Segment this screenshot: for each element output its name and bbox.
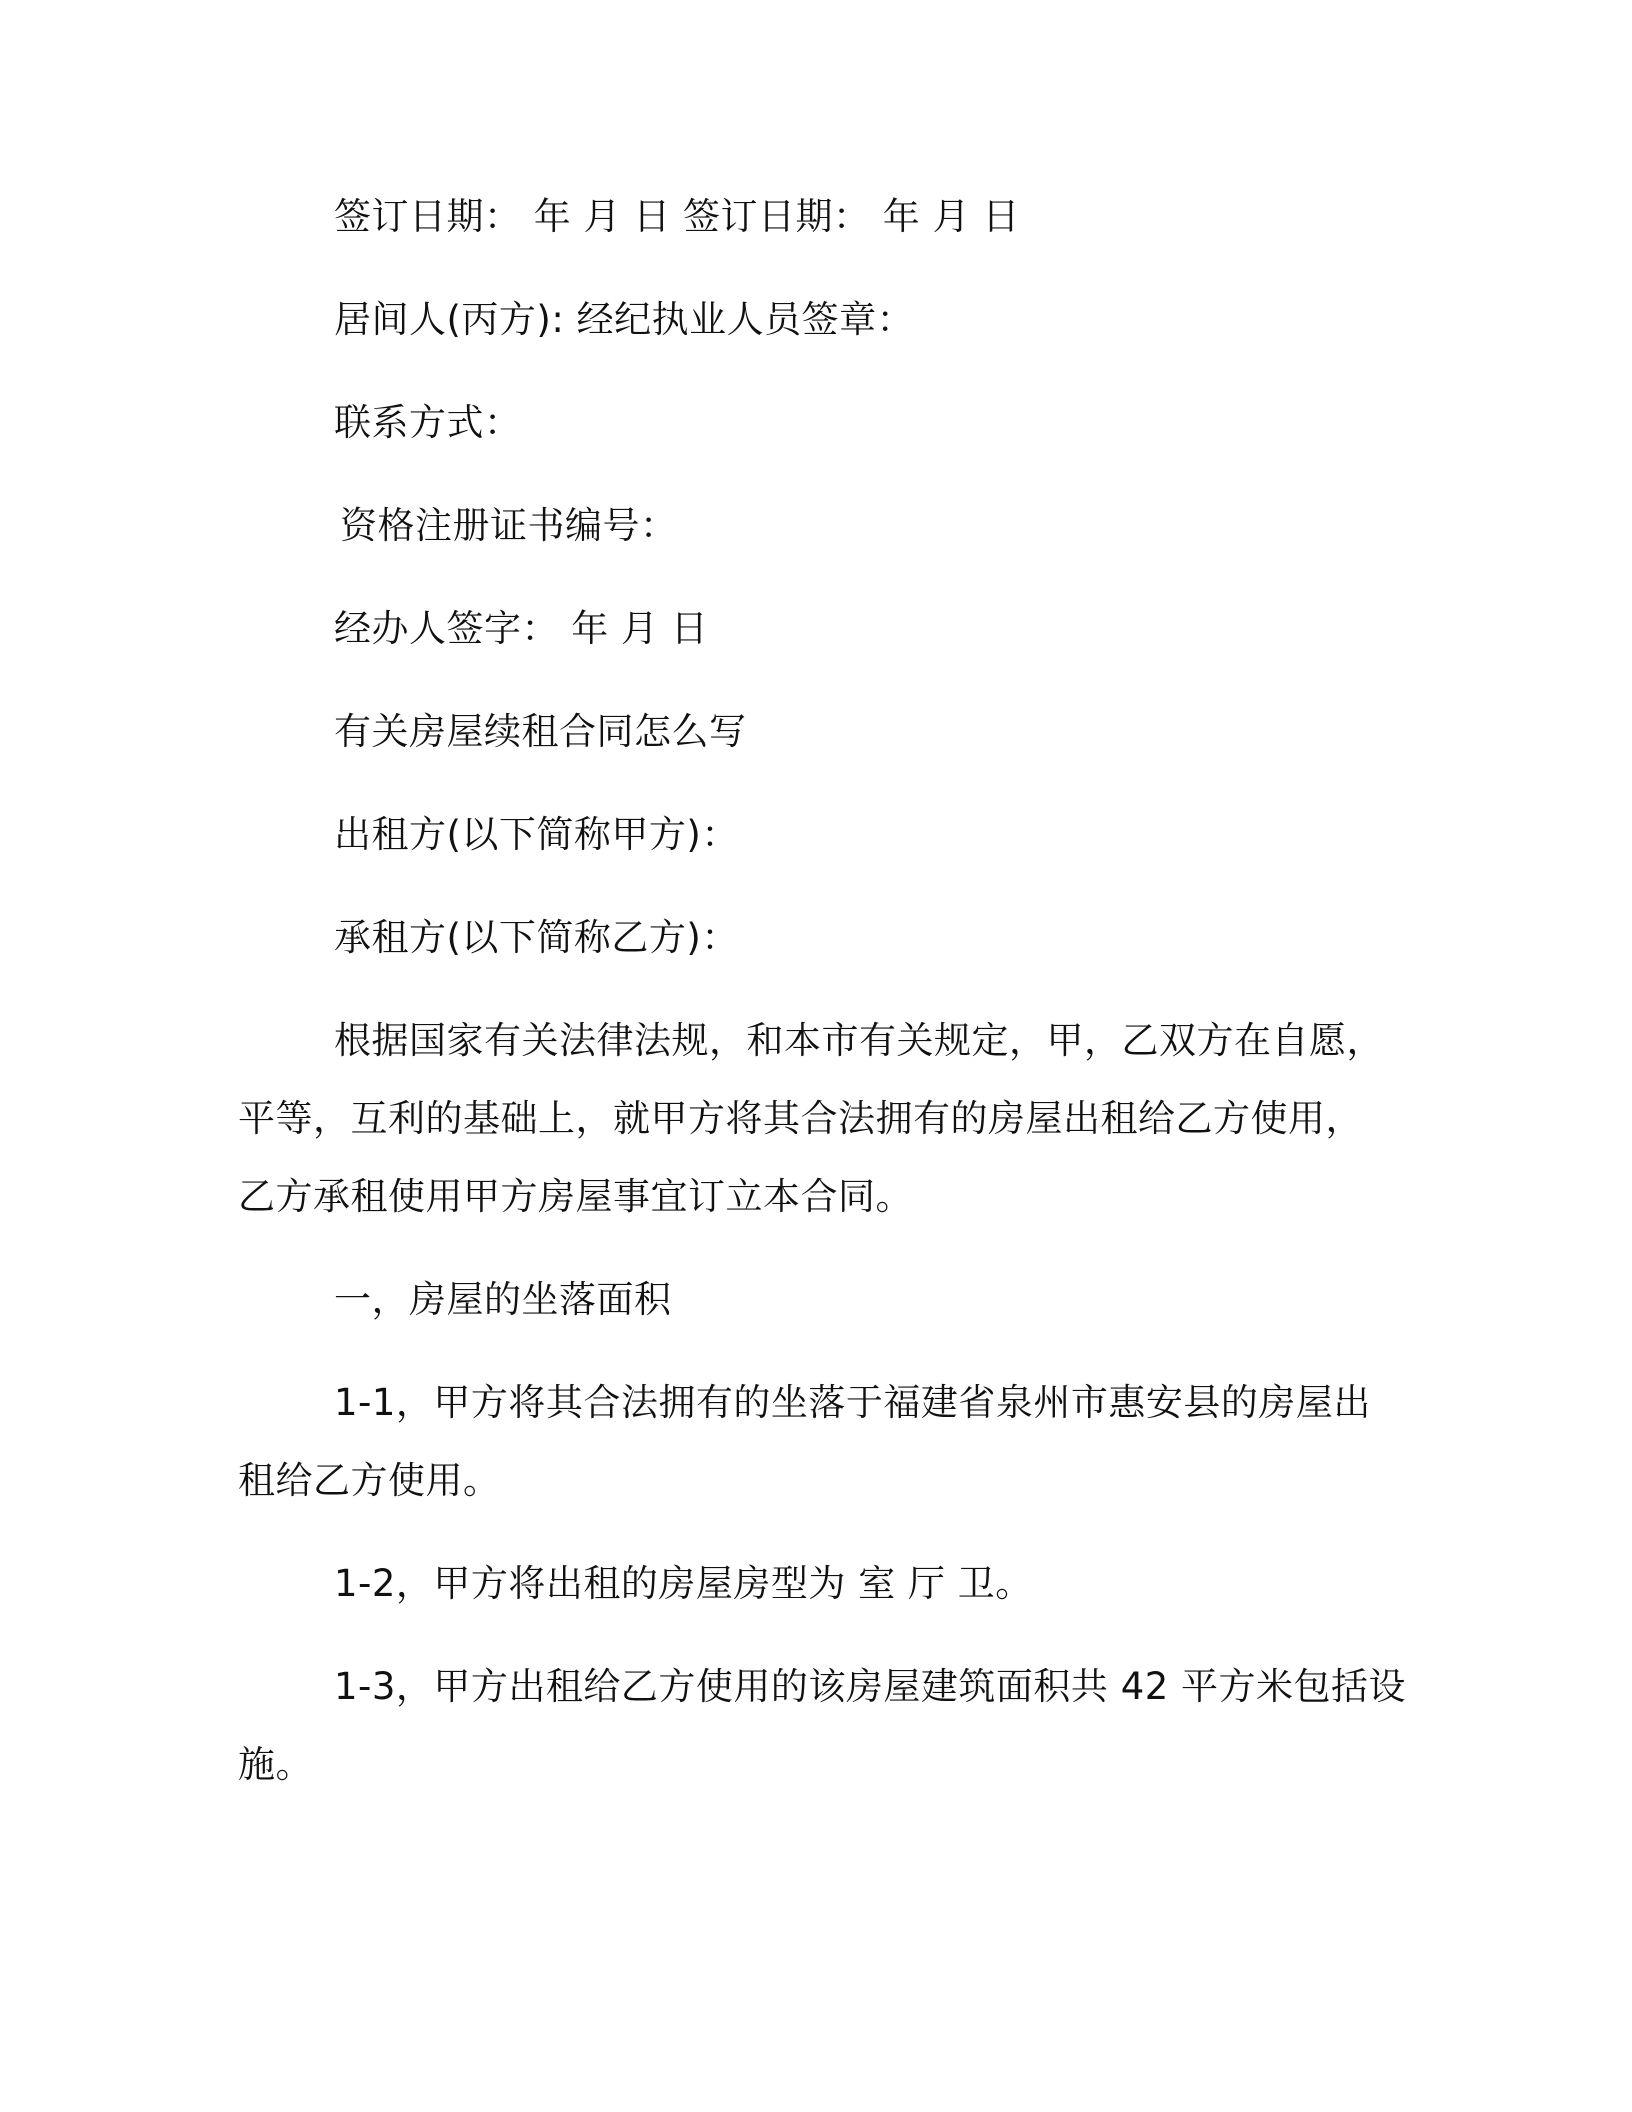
preamble-line-3: 乙方承租使用甲方房屋事宜订立本合同。 [238, 1175, 913, 1218]
section-heading: 有关房屋续租合同怎么写 [334, 710, 747, 753]
clause-1-2: 1-2，甲方将出租的房屋房型为 室 厅 卫。 [334, 1562, 1033, 1605]
handler-signature-line: 经办人签字： 年 月 日 [334, 607, 709, 650]
clause-1-3-line-1: 1-3，甲方出租给乙方使用的该房屋建筑面积共 42 平方米包括设 [334, 1665, 1407, 1708]
lessor-line: 出租方(以下简称甲方)： [334, 813, 739, 856]
preamble-line-1: 根据国家有关法律法规，和本市有关规定，甲，乙双方在自愿， [334, 1019, 1384, 1062]
signing-date-line: 签订日期： 年 月 日 签订日期： 年 月 日 [334, 195, 1020, 238]
clause-1-1-line-2: 租给乙方使用。 [238, 1459, 501, 1502]
clause-1-3-line-2: 施。 [238, 1743, 313, 1786]
certificate-number-line: 资格注册证书编号： [340, 504, 678, 547]
preamble-line-2: 平等，互利的基础上，就甲方将其合法拥有的房屋出租给乙方使用， [238, 1097, 1363, 1140]
lessee-line: 承租方(以下简称乙方)： [334, 916, 739, 959]
clause-1-1-line-1: 1-1，甲方将其合法拥有的坐落于福建省泉州市惠安县的房屋出 [334, 1381, 1371, 1424]
contact-line: 联系方式： [334, 401, 522, 444]
article-1-heading: 一，房屋的坐落面积 [334, 1278, 672, 1321]
intermediary-line: 居间人(丙方): 经纪执业人员签章： [334, 298, 915, 341]
